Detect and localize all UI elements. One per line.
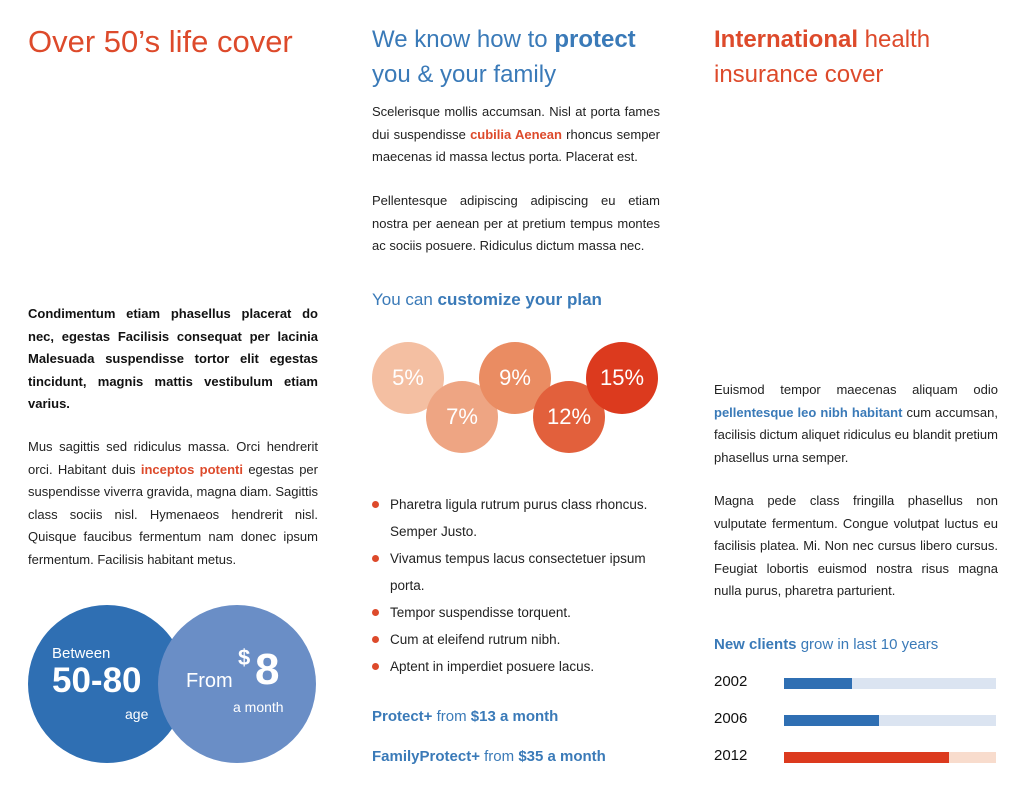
bar-year-label: 2012	[714, 747, 748, 764]
benefits-list	[372, 491, 652, 680]
protect-title-start: We know how to	[372, 26, 555, 53]
international-intro-highlight: pellentesque leo nibh habitant	[714, 404, 903, 420]
plan-from: from	[432, 708, 471, 725]
bar-fill	[784, 678, 852, 689]
international-intro	[714, 379, 998, 469]
protect-title-line2: you & your family	[372, 61, 557, 88]
life-cover-body-highlight: inceptos potenti	[140, 461, 243, 477]
protect-intro-start: Scelerisque mollis accumsan. Nisl at porta fames dui suspendisse	[372, 104, 660, 142]
rate-label: 5%	[392, 365, 424, 390]
price-amount: 8	[255, 645, 280, 694]
list-item-text: Cum at eleifend rutrum nibh.	[390, 632, 561, 647]
clients-growth-heading	[714, 636, 938, 653]
price-currency: $	[238, 645, 251, 670]
list-item-text: Pharetra ligula rutrum purus class rhoncus. Semper Justo.	[390, 497, 648, 539]
protect-intro-highlight: cubilia Aenean	[470, 126, 562, 142]
bar-track	[784, 678, 996, 689]
bullet-icon	[372, 501, 379, 508]
plan-price: $13 a month	[470, 708, 559, 725]
life-cover-body-start: Mus sagittis sed ridiculus massa. Orci hendrerit orci. Habitant duis	[28, 439, 318, 477]
list-item	[372, 599, 652, 626]
plan-price: $35 a month	[518, 748, 606, 765]
bullet-icon	[372, 636, 379, 643]
bar-fill	[784, 752, 949, 763]
bullet-icon	[372, 609, 379, 616]
list-item	[372, 545, 652, 599]
age-unit: age	[125, 706, 149, 722]
international-title-line2: insurance cover	[714, 61, 884, 88]
international-body: Magna pede class fringilla phasellus non vulputate fermentum. Congue volutpat luctus eu facilisis platea. Mi. Non nec cursus libero cursus. Feugiat lobortis euismod nostra risus magna nulla purus, pharetra parturient.	[714, 493, 998, 598]
bar-track	[784, 752, 996, 763]
list-item-text: Aptent in imperdiet posuere lacus.	[390, 659, 595, 674]
rate-label: 9%	[499, 365, 531, 390]
life-cover-body-end: egestas per suspendisse viverra gravida, magna diam. Sagittis class sociis nisl. Hymenaeos hendrerit nisl. Quisque faucibus fermentum nam donec ipsum fermentum. Facilisis habitant metus.	[28, 461, 318, 567]
international-intro-start: Euismod tempor maecenas aliquam odio	[714, 382, 998, 397]
protect-body: Pellentesque adipiscing adipiscing eu etiam nostra per aenean per at pretium tempus montes ac sociis posuere. Ridiculus dictum massa nec.	[372, 193, 660, 253]
rate-label: 12%	[546, 404, 592, 429]
protect-intro	[372, 101, 660, 169]
bar-year-label: 2006	[714, 710, 748, 727]
plan-name: FamilyProtect+	[372, 748, 480, 765]
bar-year-label: 2002	[714, 673, 748, 690]
rate-circle-15	[586, 342, 658, 414]
growth-bar-row	[714, 673, 998, 693]
customize-plan-bold: customize your plan	[437, 290, 602, 309]
international-title-bold: International	[714, 26, 859, 53]
customize-plan-start: You can	[372, 290, 438, 309]
list-item	[372, 626, 652, 653]
customize-plan-heading	[372, 290, 602, 310]
age-label: Between	[52, 645, 111, 662]
life-cover-body	[28, 436, 318, 571]
family-protect-plus-price	[372, 748, 606, 765]
list-item-text: Vivamus tempus lacus consectetuer ipsum porta.	[390, 551, 646, 593]
bar-fill	[784, 715, 879, 726]
bar-track	[784, 715, 996, 726]
clients-heading-rest: grow in last 10 years	[796, 636, 939, 653]
protect-title	[372, 22, 636, 92]
list-item-text: Tempor suspendisse torquent.	[390, 605, 571, 620]
rate-label: 7%	[446, 404, 478, 429]
rate-label: 15%	[599, 365, 645, 390]
bullet-icon	[372, 663, 379, 670]
bullet-icon	[372, 555, 379, 562]
life-cover-title: Over 50’s life cover	[28, 24, 293, 59]
life-cover-intro: Condimentum etiam phasellus placerat do nec, egestas Facilisis consequat per lacinia Malesuada suspendisse tortor elit egestas tincidunt, magnis mattis vestibulum etiam varius.	[28, 306, 318, 411]
protect-title-bold: protect	[554, 26, 636, 53]
international-title	[714, 22, 930, 92]
list-item	[372, 653, 652, 680]
international-intro-end: cum accumsan, facilisis dictum aliquet ridiculus eu blandit pretium phasellus urna semper.	[714, 404, 998, 465]
clients-heading-bold: New clients	[714, 636, 797, 653]
growth-bar-row	[714, 747, 998, 767]
price-period: a month	[233, 699, 284, 715]
protect-plus-price	[372, 708, 558, 725]
list-item	[372, 491, 652, 545]
plan-from: from	[479, 748, 519, 765]
plan-name: Protect+	[372, 708, 433, 725]
price-circle	[158, 605, 316, 763]
protect-intro-end: rhoncus semper maecenas id massa lectus porta. Placerat est.	[372, 126, 660, 164]
growth-bar-row	[714, 710, 998, 730]
age-range: 50-80	[52, 661, 142, 700]
international-title-rest: health	[858, 26, 931, 53]
price-prefix: From	[186, 670, 233, 692]
